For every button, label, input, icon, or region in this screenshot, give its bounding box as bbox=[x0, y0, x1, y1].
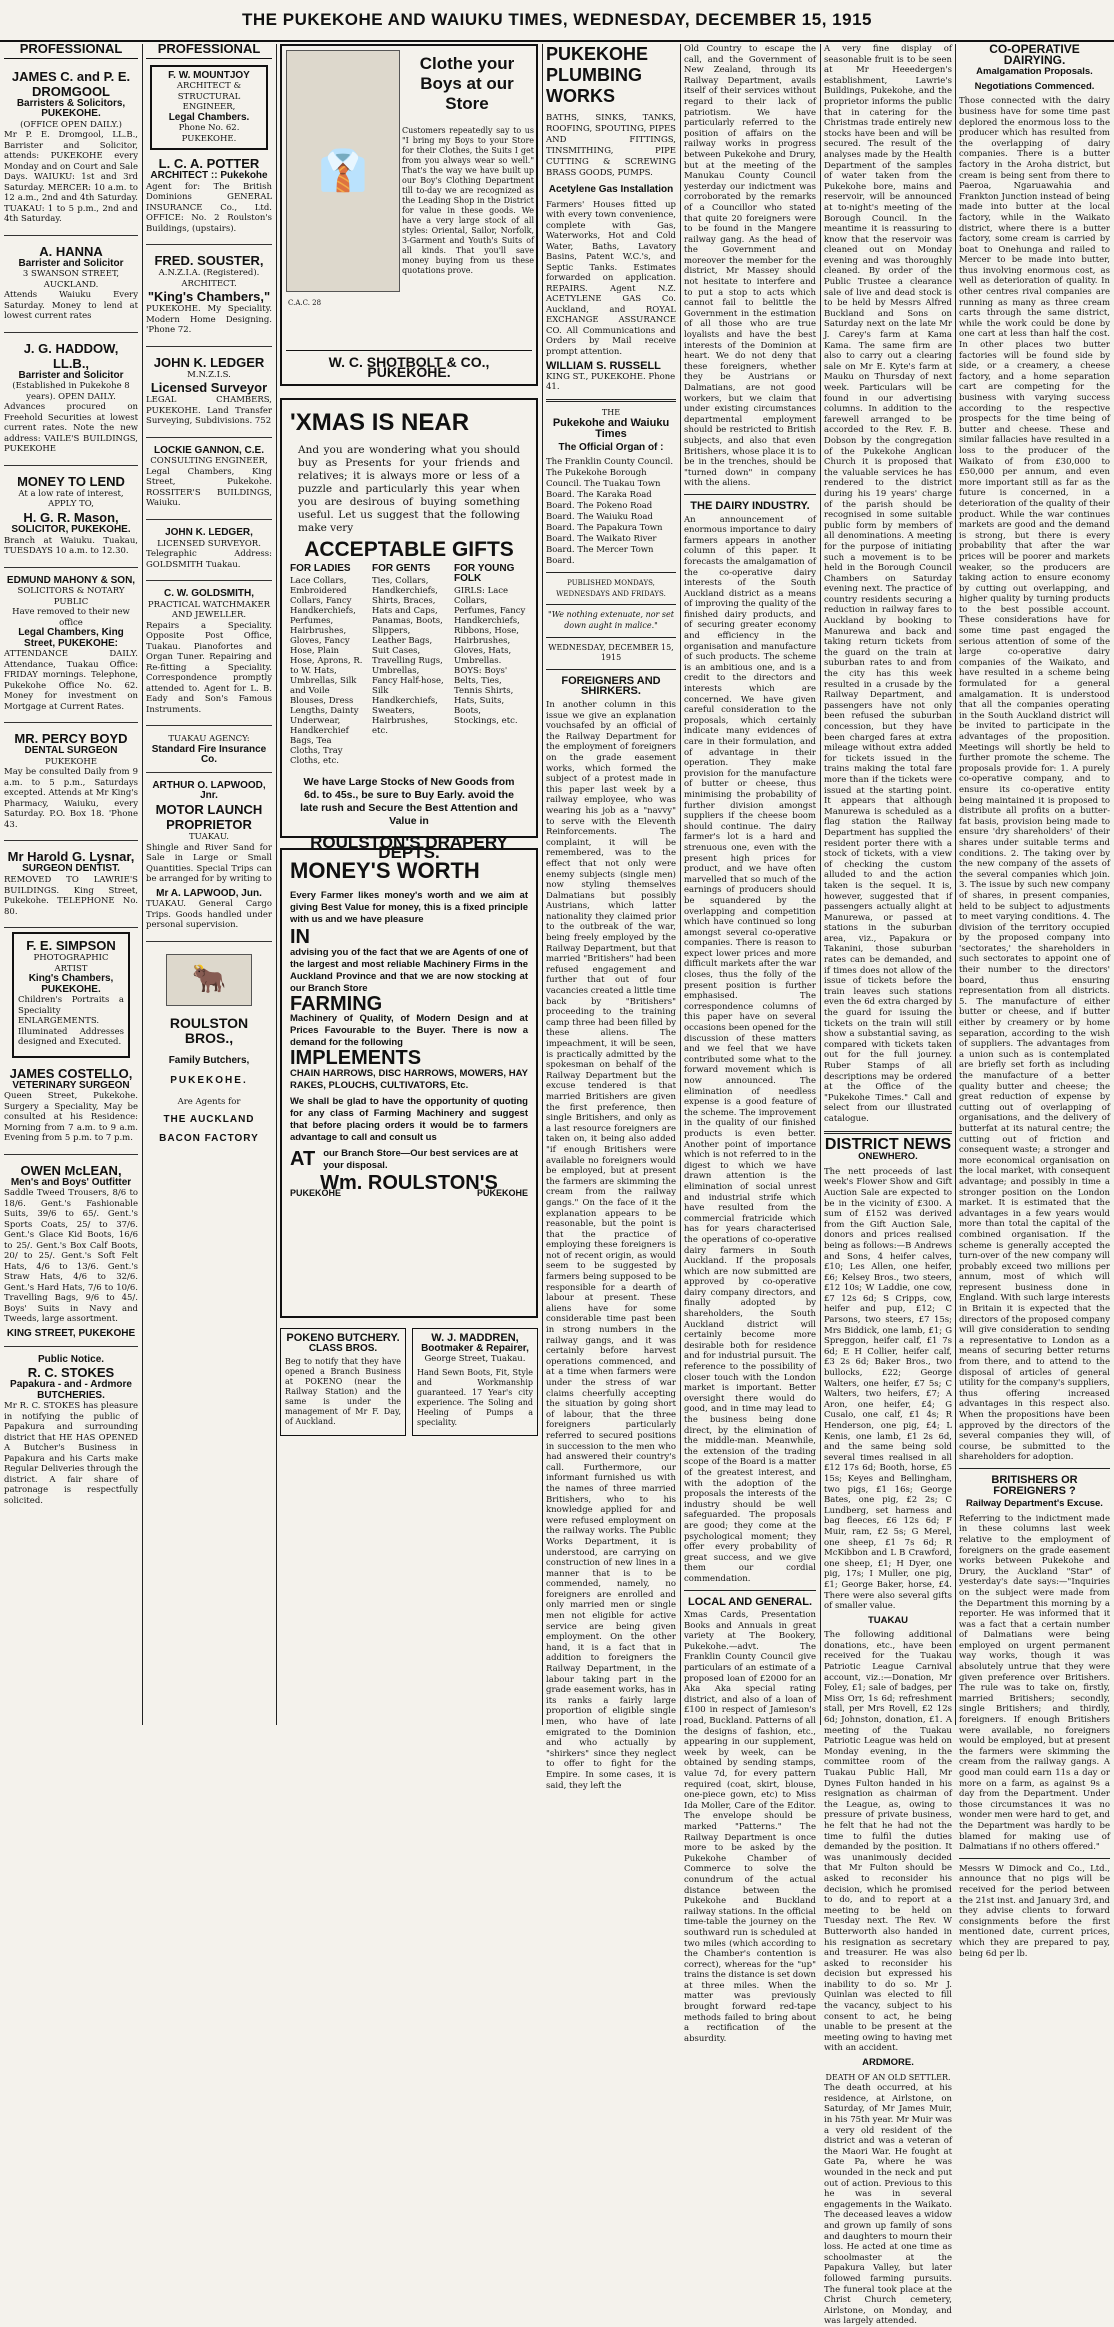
ad-body: Branch at Waiuku. Tuakau, TUESDAYS 10 a.m. to 12.30. bbox=[4, 535, 138, 557]
ad-footer: TUAKAU. General Cargo Trips. Goods handled under personal supervision. bbox=[146, 899, 272, 931]
column-professional-2 bbox=[146, 41, 272, 1725]
ad-sub: (OFFICE OPEN DAILY.) bbox=[20, 119, 122, 130]
ad-word-at: AT bbox=[290, 1148, 316, 1171]
ad-name: OWEN McLEAN, bbox=[20, 1162, 122, 1178]
column-rule bbox=[955, 44, 956, 1725]
ad-footer-left: PUKEKOHE bbox=[290, 1188, 342, 1199]
ad-body: PUKEKOHE. My Speciality. Modern Home Designing. 'Phone 72. bbox=[146, 304, 272, 336]
article-body: Xmas Cards, Presentation Books and Annuals in great variety at The Bookery, Pukekohe.—advt. The Franklin County Council give particulars of an estimate of a proposed loan of £2000 for an Aka Aka special rating district, and also of a loan of £100 in respect of Jamieson's road, Buckland. Patterns of all the designs of fashion, etc., appearing in our supplement, week by week, can be obtained by sending stamps, value 7d, for every pattern required (coat, skirt, blouse, one-piece gown, etc) to Miss Ida Moller, Care of the Editor. The envelope should be marked "Patterns." The Railway Department is once more to be asked by the Pukekohe Chamber of Commerce to solve the conundrum of the actual distance between the Pukekohe and Buckland railway stations. In the official time-table the journey on the southward run is scheduled at two miles (which according to the Chamber's contention is correct), whereas for the "up" trains the distance is set down at three miles. When the matter was previously brought forward red-tape methods failed to bring about a rectification of the absurdity. bbox=[684, 1610, 816, 2044]
ad-name: Mr Harold G. Lysnar, bbox=[7, 849, 135, 865]
ad-word-implements: IMPLEMENTS bbox=[290, 1047, 422, 1070]
ad-name: R. C. STOKES bbox=[27, 1365, 115, 1381]
ad-place: PUKEKOHE bbox=[45, 756, 97, 767]
ad-body: Advances procured on Freehold Securities at lowest current rates. Note the new address: VAILE'S BUILDINGS, PUKEKOHE bbox=[4, 402, 138, 455]
organ-published: PUBLISHED MONDAYS, WEDNESDAYS AND FRIDAYS. bbox=[556, 579, 666, 598]
ad-chambers: Legal Chambers, King Street, PUKEKOHE: bbox=[18, 627, 124, 649]
ad-body: ATTENDANCE DAILY. Attendance, Tuakau Office: FRIDAY mornings. Telephone, Pukekohe Office No. 62. Money for investment on Mortgage at Current Rates. bbox=[4, 649, 138, 712]
ad-title: PRACTICAL WATCHMAKER AND JEWELLER. bbox=[147, 599, 271, 621]
ad-sub: (Established in Pukekohe 8 years). OPEN DAILY. bbox=[12, 381, 130, 402]
ad-goldsmith bbox=[146, 585, 272, 726]
ad-title: SOLICITOR, PUKEKOHE. bbox=[11, 523, 131, 535]
ad-footer: KING STREET, PUKEKOHE bbox=[6, 1327, 136, 1339]
ad-pokeno bbox=[280, 1328, 406, 1436]
ad-footer-right: PUKEKOHE bbox=[476, 1188, 528, 1199]
ad-headline: 'XMAS IS NEAR bbox=[290, 409, 470, 436]
ad-title: ARCHITECT :: Pukekohe bbox=[150, 170, 268, 182]
article-body: Those connected with the dairy business have for some time past deplored the enormous loss to the producer which has resulted from the overlapping of dairy companies. There is a butter factory in the Aroha district, but cream is being sent from there to Paeroa, Ngaruawahia and Frankton Junction instead of being made into butter at the local factory, while in the Waikato district, where there is a butter factory, some cream is carried by boat to Onehunga and railed to Mercer to be made into butter, thus involving enormous cost, as well as deterioration of quality. In other centres rival companies are running as many as three cream carts through the same district, while the work could be done by one cart at less than half the cost. In other places two butter factories will be found side by side, or a creamery, a cheese factory, and a home separation cart are competing for the business with varying success according to the respective prospects for the time being of butter and cheese. These and similar fallacies have resulted in a loss to the producer of the Waikato of from £30,000 to £50,000 per annum, and even more important still as far as the future is concerned, in a deterioration of the quality of their product. While the war continues markets are good and the demand is strong, but there is every probability that after the war prices will be poorer and markets weaker, so the producers are taking action to ensure economy by cutting out overlapping, and higher quality by turning products to the best possible account. These considerations have for some time past engaged the serious attention of some of the large co-operative dairy companies of the Waikato, and have resulted in a scheme being formulated for a general amalgamation. It is understood that all the companies operating in the South Auckland district will be invited to participate in the advantages of the proposition. Meetings will shortly be held to further promote the scheme. The proposals provide for: 1. A purely co-operative company, and to ensure its co-operative entity being maintained it is proposed to distribute all profits on a butter-fat basis, provision being made to ensure 'dry shareholders' of their shares under suitable terms and conditions. 2. The taking over by the new company of the assets of the several companies which join. 3. The issue by such new company of shares, in present companies, held to be subject to adjustments to meet varying conditions. 4. The division of the territory occupied by the proposed company into 'sectorates,' the shareholders in such sectorates to appoint one of their number to the directors' board, thus ensuring representation from all districts. 5. The manufacture of either butter or cheese, and if butter either by creamery or by home separation, according to the wish of suppliers. The advantages from a union such as is contemplated are briefly set forth as including the manufacture of a better quality butter and cheese; the great reduction of expense by cutting out of overlapping of organisations, and the delivery of butterfat at its natural centre; the cutting out of friction and consequent waste; a stronger and more economical organisation on the local market, with consequent advantage; and possibly in time a stronger position on the London market. It is estimated that the advantages in a few years would more than total the capital of the combined organisation. If the scheme is generally accepted the turn-over of the new company will probably exceed two millions per annum, most of which will represent business done in England. With such large interests in Britain it is expected that the directors of the proposed company will give consideration to sending a representative to London as a means of securing better returns from there, and to attend to the disposal of articles of general utility for the company's suppliers, thus offering increased advantages in this respect also. When the propositions have been approved by the directors of the several companies they will, of course, be submitted to the shareholders for adoption. bbox=[959, 96, 1110, 1463]
ad-body: LEGAL CHAMBERS, PUKEKOHE. Land Transfer Surveying, Subdivisions. 752 bbox=[146, 395, 272, 427]
article-subtitle: Negotiations Commenced. bbox=[974, 80, 1095, 92]
ad-name: EDMUND MAHONY & SON, bbox=[6, 574, 136, 586]
bull-illustration-icon: 🐂 bbox=[166, 954, 252, 1006]
article-body: The death occurred, at his residence, at Airlstone, on Saturday, of Mr James Muir, in his 75th year. Mr Muir was a very old resident of the district and was a veteran of the Maori War. He fought at Gate Pa, where he was wounded in the neck and put out of action. Previous to this he was in several engagements in the Waikato. The deceased leaves a widow and grown up family of sons and daughters to mourn their loss. He acted at one time as schoolmaster at the Papakura Valley, but later followed farming pursuits. The funeral took place at the Christ Church cemetery, Airlstone, on Monday, and was largely attended. bbox=[824, 2083, 952, 2327]
ad-name: JAMES C. and P. E. DROMGOOL bbox=[11, 68, 131, 99]
ad-footer: W. C. SHOTBOLT & CO., PUKEKOHE. bbox=[286, 350, 532, 378]
ad-gannon bbox=[146, 442, 272, 520]
ad-p3: Machinery of Quality, of Modern Design and at Prices Favourable to the Buyer. There is now a demand for the following bbox=[290, 1013, 528, 1049]
ad-headline: MONEY'S WORTH bbox=[290, 858, 480, 883]
article-body: Messrs W Dimock and Co., Ltd., announce that no pigs will be received for the period between the 21st inst. and January 3rd, and they advise clients to forward consignments before the first mentioned date, current prices, which they are prepared to pay, being 6d per lb. bbox=[959, 1863, 1110, 1959]
ad-place: George Street, Tuakau. bbox=[424, 1354, 526, 1365]
gift-col-title: FOR GENTS bbox=[372, 562, 431, 574]
ad-title: VETERINARY SURGEON bbox=[12, 1079, 130, 1091]
ad-souster bbox=[146, 249, 272, 347]
article-subtitle: ARDMORE. bbox=[862, 2057, 914, 2069]
ad-body: REMOVED TO LAWRIE'S BUILDINGS. King Street, Pukekohe. TELEPHONE No. 80. bbox=[4, 875, 138, 917]
ad-word-farming: FARMING bbox=[290, 992, 383, 1015]
ad-stokes bbox=[4, 1351, 138, 1517]
ad-simpson bbox=[12, 932, 130, 1058]
gift-col-ladies bbox=[290, 564, 364, 766]
ad-name: JOHN K. LEDGER, bbox=[165, 526, 253, 538]
ad-title: CONSULTING ENGINEER, bbox=[150, 456, 268, 467]
column-rule bbox=[680, 44, 681, 1725]
ad-lysnar bbox=[4, 845, 138, 928]
ad-title: SOLICITORS & NOTARY PUBLIC bbox=[17, 586, 125, 607]
ad-potter bbox=[146, 152, 272, 245]
ad-notice-title: Public Notice. bbox=[37, 1353, 105, 1365]
tailor-illustration-icon: 👔 bbox=[286, 50, 400, 292]
ad-body: Customers repeatedly say to us "I bring my Boys to your Store for their Clothes, the Suits I get from you always wear so well." That's the way we have built up our Boy's Clothing Department till to-day we are recognized as the Leading Shop in the District for value in these goods. We have a very large stock of all styles: Oriental, Sailor, Norfolk, 3-Garment and Youth's Suits of all kinds. That you'll save money buying from us these quotations prove. bbox=[402, 126, 534, 275]
ad-body: Legal Chambers, King Street, Pukekohe. ROSSITER'S BUILDINGS, Waiuku. bbox=[146, 466, 272, 509]
article-body: In another column in this issue we give an explanation vouchsafed by an official of the Railway Department for the employment of foreigners on the grade easement works, which formed the subject of a protest made in this paper last week by a railway employee, who was wearing his job as a "navvy" to serve with the Eleventh Reinforcements. The complaint, it will be remembered, was to the effect that not only were enemy subjects (single men) now styling themselves Dalmatians but possibly Austrians, which latter nationality they claimed prior to the outbreak of the war, being freely employed by the Railway Department, but that married "Britishers" had been refused engagement and further that out of four vacancies created a little time back by "Britishers" proceeding to the training camp three had been filled by these aliens. The impeachment, it will be seen, is practically admitted by the spokesman on behalf of the Railway Department but the excuse tendered is that married Britishers are given the first preference, then single Britishers, and only as a last resource foreigners are taken on, it being also added "if enough Britishers were available no foreigners would be employed, but at present the farmers are skimming the cream from the railway gangs." On the face of it the explanation appears to be reasonable, but the point is that the practice of employing these foreigners is not of recent origin, as would seem to be suggested by farmers being supposed to be responsible for a dearth of labour at present. These aliens have for some considerable time past been in strong numbers in the railway gangs, and it was certainly before harvest operations commenced, and at a time when farmers were under the stress of war claims cheerfully accepting the situation by going short of labour, that the three foreigners particularly referred to secured positions in succession to the men who had answered their country's call. Furthermore, our informant furnished us with the names of three married Britishers, who to his knowledge applied for and were refused employment on the railway works. The Public Works Department, it is understood, are carrying on construction of new lines in a manner that is to be commended, namely, no foreigners are enrolled and only married men or single men not eligible for active service are being given employment. On the other hand, it is a fact that in addition to foreigners the Railway Department, in the labour taking part in the grade easement works, has in its ranks a fairly large proportion of eligible single men, who have of late emigrated to the Dominion and who actually by "shirkers" since they neglect to offer to fight for the Empire. In some cases, it is said, they left the bbox=[546, 700, 676, 1791]
ad-contact: Mr A. LAPWOOD, Jun. bbox=[156, 887, 262, 899]
organ-title: The Official Organ of : bbox=[558, 441, 664, 453]
ad-intro: And you are wondering what you should buy as Presents for your friends and relatives; it is always more or less of a puzzle and particularly this year when you are desirous of buying something useful. Let us suggest that the following make very bbox=[298, 444, 520, 534]
ad-headline: Clothe your Boys at our Store bbox=[419, 54, 515, 113]
gift-items: Lace Collars, Embroidered Collars, Fancy Handkerchiefs, Perfumes, Hairbrushes, Gloves, Fancy Hose, Plain Hose, Aprons, R. to W. Hats, Umbrellas, Silk and Voile Blouses, Dress Lengths, Dainty Underwear, Handkerchief Bags, Tea Cloths, Tray Cloths, etc. bbox=[290, 575, 363, 766]
ad-place: PUKEKOHE. bbox=[170, 1075, 248, 1087]
ad-name: TUAKAU AGENCY: bbox=[168, 734, 250, 745]
ad-closing: We have Large Stocks of New Goods from 6d. to 45s., be sure to Buy Early. avoid the late rush and Secure the Best Attention and Value in bbox=[300, 775, 518, 827]
ad-name: FRED. SOUSTER, bbox=[154, 253, 264, 269]
ad-name: JOHN K. LEDGER bbox=[153, 354, 265, 370]
ad-body: Phone No. 62. PUKEKOHE. bbox=[178, 123, 240, 144]
ad-ledger-surveyor bbox=[146, 351, 272, 438]
ad-body: May be consulted Daily from 9 a.m. to 5 p.m., Saturdays excepted. Attends at Mr King's Pharmacy, Waiuku, every Saturday. P.O. Box 18. 'Phone 43. bbox=[4, 767, 138, 830]
ad-xmas bbox=[280, 398, 538, 863]
article-title: THE DAIRY INDUSTRY. bbox=[690, 499, 810, 512]
article-title: CO-OPERATIVE DAIRYING. bbox=[989, 42, 1080, 67]
article-body: The nett proceeds of last week's Flower Show and Gift Auction Sale are expected to be in the vicinity of £300. A sum of £152 was derived from the Gift Auction Sale, donors and prices realised being as follows:—B Andrews and Sons, 4 heifer calves, £10; Les Allen, one heifer, £6; Kelsey Bros., two steers, £12 10s; W Laddie, one cow, £7 12s 6d; S Cripps, cow, heifer and pup, £12; C Parsons, two steers, £7 15s; Mrs Biddick, one lamb, £1; G Spreggon, heifer calf, £1 7s 6d; E H Collier, heifer calf, £3 2s 6d; Baker Bros., two bullocks, £22; George Walters, one heifer, £7 5s; C Walters, two heifers, £7; A Aron, one heifer, £4; G Cusalo, one calf, £1 4s; R Henderson, one pig, £4; L Kenis, one lamb, £1 2s 6d, and the same being sold several times realised in all £12 17s 6d; Booth, horse, £5 15s; Keyes and Bellingham, two pigs, £1 16s; George Bates, one pig, £2 2s; C Lundberg, set harness and bag fleeces, £6 12s 6d; F Muir, ram, £2 5s; G Merel, one sheep, £1 7s 6d; R McKibbon and L B Crawford, one sheep, £1; H Dyer, one pig, 17s; I Muller, one pig, £1; George Baker, horse, £4. There were also several gifts of smaller value. bbox=[824, 1166, 952, 1612]
column-professional-1 bbox=[4, 41, 138, 1725]
ad-mountjoy bbox=[150, 65, 268, 151]
article-body: The following additional donations, etc., have been received for the Tuakau Patriotic League Carnival account, viz.:—Donation, Mr Foley, £1; sale of badges, per Miss Orr, 1s 6d; refreshment stall, per Mrs Rovell, £2 12s 6d; Johnston, donation, £1. A meeting of the Tuakau Patriotic League was held on Monday evening, in the committee room of the Tuakau Public Hall, Mr Dynes Fulton handed in his resignation as chairman of the League, as, owing to pressure of private business, he felt that he had not the time to fulfil the duties demanded by the position. It was unanimously decided that Mr Fulton should be asked to reconsider his decision, which he promised to do, and to report at a meeting to be held on Tuesday next. The Rev. W Butterworth also handed in his resignation as secretary and treasurer. He was also asked to reconsider his decision but expressed his inability to do so. Mr J. Quinlan was elected to fill the vacancy, subject to his consent to act, he being unable to be present at the meeting owing to having met with an accident. bbox=[824, 1630, 952, 2054]
ad-sub: At a low rate of interest, bbox=[18, 488, 124, 499]
ad-name: ROULSTON BROS., bbox=[169, 1014, 249, 1046]
ad-agency bbox=[146, 730, 272, 773]
column-news-1 bbox=[684, 44, 816, 2044]
ad-gifts-title: ACCEPTABLE GIFTS bbox=[304, 538, 514, 561]
ad-title: Barristers & Solicitors, PUKEKOHE. bbox=[16, 97, 126, 120]
gift-list bbox=[290, 564, 528, 766]
gift-items: Ties, Collars, Handkerchiefs, Shirts, Braces, Hats and Caps, Panamas, Boots, Slippers, Leather Bags, Suit Cases, Travelling Rugs, Umbrellas, Fancy Half-hose, Silk Handkerchiefs, Sweaters, Hairbrushes, etc. bbox=[372, 575, 444, 736]
article-subtitle: TUAKAU bbox=[867, 1614, 909, 1626]
ad-body: Mr P. E. Dromgool, LL.B., Barrister and Solicitor, attends: PUKEKOHE every Monday and on Court and Sale Days. WAIUKU: 1st and 3rd Saturday. MERCER: 10 a.m. to 12 a.m., 2nd and 4th Saturday. TUAKAU: 1 to 5 p.m., 2nd and 4th Saturday. bbox=[4, 130, 138, 225]
ad-title: ARCHITECT & STRUCTURAL ENGINEER, bbox=[176, 81, 242, 113]
ad-title: Barrister and Solicitor bbox=[18, 369, 124, 381]
ad-title: SURGEON DENTIST. bbox=[22, 863, 120, 875]
bottom-ads-row bbox=[280, 1328, 538, 1436]
article-body: Old Country to escape the call, and the Government of New Zealand, through its Railway Department, avails itself of their services without regard to their lack of patriotism. We have particularly referred to the position of affairs on the railway works in progress between Pukekohe and Drury, but at the meeting of the Manukau County Council yesterday our indictment was corroborated by the remarks of a Councillor who stated that quite 20 foreigners were to be found in the Mangere railway gang. As the head of the Government and moreover the member for the district, Mr Massey should not hesitate to interfere and to put a stop to acts which cannot fail to belittle the Government in the estimation of all those who are true loyalists and have the best interests of the Dominion at heart. We do not deny that these foreigners, whether they be Austrians or Dalmatians, are not good workers, but we claim that under existing circumstances departmental employment should be restricted to British subjects, and also that even Britishers, whose place it is to be in the trenches, should be "turned down" in company with the aliens. bbox=[684, 44, 816, 489]
ad-body: Queen Street, Pukekohe. Surgery a Speciality, May be consulted at his Residence: Morning from 7 a.m. to 9 a.m. Evening from 5 p.m. to 7 p.m. bbox=[4, 1091, 138, 1144]
ad-name: C. W. GOLDSMITH, bbox=[164, 588, 254, 600]
article-subtitle: DEATH OF AN OLD SETTLER. bbox=[825, 2072, 951, 2082]
ad-name: W. J. MADDREN, bbox=[431, 1332, 519, 1344]
ad-factory-line2: BACON FACTORY bbox=[159, 1132, 259, 1144]
ad-moneys-worth bbox=[280, 848, 538, 1318]
gift-col-young bbox=[454, 564, 528, 766]
ad-ledger-licensed bbox=[146, 524, 272, 581]
article-subtitle: Railway Department's Excuse. bbox=[966, 1498, 1103, 1510]
ad-address: 3 SWANSON STREET, AUCKLAND. bbox=[22, 269, 120, 290]
ad-footer: Wm. ROULSTON'S bbox=[320, 1171, 498, 1194]
organ-the: THE bbox=[601, 407, 621, 417]
ad-name: MR. PERCY BOYD bbox=[14, 731, 128, 747]
ad-p5: our Branch Store—Our best services are at your disposal. bbox=[323, 1147, 519, 1171]
column-display-ads bbox=[280, 44, 538, 1725]
ad-factory-line1: THE AUCKLAND bbox=[163, 1114, 255, 1126]
ad-title: MOTOR LAUNCH PROPRIETOR bbox=[155, 802, 263, 833]
ad-title: CLASS BROS. bbox=[308, 1342, 378, 1354]
section-title: DISTRICT NEWS bbox=[824, 1135, 952, 1153]
masthead: THE PUKEKOHE AND WAIUKU TIMES, WEDNESDAY, DECEMBER 15, 1915 bbox=[0, 0, 1114, 42]
ad-lapwood bbox=[146, 777, 272, 942]
ad-agents: Are Agents for bbox=[177, 1096, 241, 1107]
ad-haddow bbox=[4, 337, 138, 466]
ad-sub: "King's Chambers," bbox=[147, 289, 271, 305]
ad-name: LOCKIE GANNON, C.E. bbox=[153, 444, 264, 456]
ad-body: Farmers' Houses fitted up with every town convenience, complete with Gas, Waterworks, Hot and Cold Water, Baths, Lavatory Basins, Patent W.C.'s, and Septic Tanks. Estimates forwarded on application. REPAIRS. Agent N.Z. ACETYLENE GAS Co. Auckland, and ROYAL EXCHANGE ASSURANCE CO. All Communications and Orders by Mail receive prompt attention. bbox=[546, 199, 676, 357]
article-body: An announcement of enormous importance to dairy farmers appears in another column of this paper. It forecasts the amalgamation of the co-operative dairy interests of the South Auckland district as a means of improving the quality of the finished dairy products, and of securing greater economy and efficiency in the organisation and manufacture of such products. The scheme is an ambitious one, and is a credit to the directors and interests which are concerned. We have given careful consideration to the proposals, which certainly indicate many evidences of care in their formulation, and of advantage in their operation. They make provision for the manufacture of butter or cheese, thus minimising the probability of further division amongst suppliers if the cheese boom should continue. The dairy farmer's lot is a hard and strenuous one, even with the present high prices for product, and we have often marvelled that so much of the earnings of producers should be squandered by the overlapping and competition which have continued so long amongst several co-operative companies. There is reason to expect lower prices and more difficult markets after the war closes, thus the folly of the present position is further emphasised. The correspondence columns of this paper have on several occasions been opened for the discussion of these matters and we feel that we have contributed some what to the forward movement which is now announced. The elimination of needless expense is a good feature of the scheme. The improvement in the quality of our finished products is even better. Another point of importance which is not referred to in the digest to which we have drawn attention is the elimination of social unrest and industrial strife which have resulted from the commercial fratricide which has for years characterised the operations of co-operative dairy farmers in South Auckland. If the proposals which are now submitted are approved by co-operative dairy company directors, and finally adopted by shareholders, the South Auckland district will certainly become more desirable both for residence and for industrial pursuit. The reference to the possibility of closer touch with the London market is important. Better oversight there would do good, and in time may lead to the business being done direct, by the elimination of the middle-man. Meanwhile, the extension of the trading scope of the Board is a matter of the greatest interest, and with the adoption of the proposals the interests of the industry should be well safeguarded. The proposals are good; they come at the psychological moment; they offer every probability of great success, and we give them our cordial commendation. bbox=[684, 514, 816, 1584]
ad-mclean bbox=[4, 1159, 138, 1347]
ad-code: C.A.C. 28 bbox=[288, 299, 322, 307]
ad-body: Beg to notify that they have opened a Branch Business at POKENO (near the Railway Station) and the same is under the management of Mr F. Day, of Auckland. bbox=[285, 1357, 401, 1427]
ad-contact: WILLIAM S. RUSSELL bbox=[546, 360, 661, 373]
ad-body: Children's Portraits a Speciality ENLARGEMENTS. Illuminated Addresses designed and Executed. bbox=[18, 995, 124, 1048]
ad-at-row bbox=[290, 1148, 528, 1172]
ad-list: CHAIN HARROWS, DISC HARROWS, MOWERS, HAY RAKES, PLOUCHS, CULTIVATORS, Etc. bbox=[290, 1067, 528, 1091]
ad-maddren bbox=[412, 1328, 538, 1436]
ad-title: A.N.Z.I.A. (Registered). ARCHITECT. bbox=[158, 268, 260, 289]
ad-name: PUKEKOHE PLUMBING WORKS bbox=[546, 44, 649, 106]
column-editorial bbox=[546, 44, 676, 1791]
article-title: FOREIGNERS AND SHIRKERS. bbox=[561, 674, 661, 698]
section-header: PROFESSIONAL bbox=[4, 44, 138, 59]
ad-name: J. G. HADDOW, LL.B., bbox=[23, 340, 119, 371]
ad-money-to-lend bbox=[4, 470, 138, 568]
ad-name: ARTHUR O. LAPWOOD, Jnr. bbox=[152, 779, 266, 802]
column-rule bbox=[276, 44, 277, 1725]
ad-sub: Legal Chambers. bbox=[168, 111, 250, 123]
ad-p4: We shall be glad to have the opportunity of quoting for any class of Farming Machinery and suggest that before placing orders it would be to farmers advantage to call and consult us bbox=[290, 1095, 528, 1143]
ad-sub: King's Chambers, PUKEKOHE. bbox=[28, 973, 114, 995]
column-news-3 bbox=[959, 42, 1110, 1959]
ad-hanna bbox=[4, 240, 138, 333]
ad-title: Bootmaker & Repairer, bbox=[421, 1342, 529, 1354]
ad-boyd bbox=[4, 727, 138, 841]
ad-body: Agent for: The British Dominions GENERAL INSURANCE Co., Ltd. OFFICE: No. 2 Roulston's Buildings, (upstairs). bbox=[146, 181, 272, 234]
ad-p2: advising you of the fact that we are Agents of one of the largest and most reliable Machinery Firms in the Auckland Province and that we are now stocking at our Branch Store bbox=[290, 946, 528, 994]
column-news-2 bbox=[824, 44, 952, 2327]
ad-list: BATHS, SINKS, TANKS, ROOFING, SPOUTING, PIPES AND FITTINGS, TINSMITHING, PIPE CUTTING & SCREWING BRASS GOODS, PUMPS. bbox=[546, 113, 676, 178]
ad-contact: H. G. R. Mason, bbox=[23, 509, 119, 525]
organ-list: The Franklin County Council. The Pukekohe Borough Council. The Tuakau Town Board. The Karaka Road Board. The Pokeno Road Board. The Waiuku Road Board. The Papakura Town Board. The Waikato River Board. The Mercer Town Board. bbox=[546, 457, 674, 567]
ad-roulston-butchers bbox=[146, 946, 272, 1151]
ad-dromgool bbox=[4, 65, 138, 236]
official-organ bbox=[546, 408, 676, 670]
ad-name: JAMES COSTELLO, bbox=[9, 1065, 133, 1081]
ad-costello bbox=[4, 1062, 138, 1155]
ad-body: Telegraphic Address: GOLDSMITH Tuakau. bbox=[146, 549, 272, 570]
ad-sub: Licensed Surveyor bbox=[150, 380, 268, 396]
ad-place: TUAKAU. bbox=[189, 832, 229, 843]
ad-body: Shingle and River Sand for Sale in Large or Small Quantities. Special Trips can be arranged for by writing to bbox=[146, 842, 272, 885]
issue-date: WEDNESDAY, DECEMBER 15, 1915 bbox=[548, 642, 674, 663]
ad-sub: APPLY TO, bbox=[48, 499, 94, 510]
article-subtitle: ONEWHERO. bbox=[858, 1151, 918, 1163]
article-title: LOCAL AND GENERAL. bbox=[687, 1595, 813, 1608]
ad-word-in: IN bbox=[290, 926, 310, 948]
ad-body: Hand Sewn Boots, Fit, Style and Workmanship guaranteed. 17 Year's city experience. The Soling and Heeling of Pumps a speciality. bbox=[417, 1367, 533, 1427]
ad-body: Saddle Tweed Trousers, 8/6 to 18/6. Gent.'s Fashionable Suits, 39/6 to 65/. Gent.'s Sports Coats, 25/ to 37/6. Gent.'s Glace Kid Boots, 16/6 to 25/. Gent.'s Box Calf Boots, 20/ to 25/. Gent.'s Soft Felt Hats, 4/6 to 13/6. Gent.'s Straw Hats, 4/6 to 32/6. Gent.'s Hard Hats, 7/6 to 10/6. Travelling Bags, 9/6 to 45/. Boys' Suits in Navy and Tweeds, large assortment. bbox=[4, 1188, 138, 1325]
ad-body: Attends Waiuku Every Saturday. Money to lend at lowest current rates bbox=[4, 290, 138, 322]
section-header: PROFESSIONAL bbox=[146, 44, 272, 59]
ad-name: A. HANNA bbox=[39, 243, 103, 259]
organ-motto: "We nothing extenuate, nor set down aught in malice." bbox=[548, 610, 674, 631]
ad-plumbing bbox=[546, 44, 676, 393]
gift-items: GIRLS: Lace Collars, Perfumes, Fancy Handkerchiefs, Ribbons, Hose, Hairbrushes, Gloves, Hats, Umbrellas. BOYS: Boys' Belts, Ties, Tennis Shirts, Hats, Suits, Boots, Stockings, etc. bbox=[454, 585, 526, 726]
ad-title: Barrister and Solicitor bbox=[18, 257, 124, 269]
ad-sub: Have removed to their new office bbox=[12, 607, 130, 628]
ad-title: M.N.Z.I.S. bbox=[187, 369, 231, 380]
ad-address: KING ST., PUKEKOHE. Phone 41. bbox=[546, 371, 676, 393]
gift-col-gents bbox=[372, 564, 446, 766]
ad-body: Mr R. C. STOKES has pleasure in notifying the public of Papakura and surrounding district that HE HAS OPENED A Butcher's Business in Papakura and his Carts make Regular Deliveries through the district. A fair share of patronage is respectfully solicited. bbox=[4, 1401, 138, 1506]
article-body: A very fine display of seasonable fruit is to be seen at Mr Heeedergen's establishment, Lawrie's Buildings, Pukekohe, and the proprietor informs the public that in catering for the Christmas trade entirely new stocks have been and will be secured. The result of the analyses made by the Health Department of the samples of water taken from the Pukekohe bore, mains and reservoir, will be announced at to-night's meeting of the Borough Council. In the meantime it is reassuring to know that the reservoir was cleaned out on Monday evening and was thoroughly cleaned. By order of the Public Trustee a clearance sale of live and dead stock is to be held by Messrs Alfred Buckland and Sons on Saturday next on the late Mr J. Carey's farm at Kama Kama. The same firm are also to carry out a clearing sale on Mr E. Kyte's farm at Mauku on Thursday of next week. Particulars will be found in our advertising columns. In addition to the farewell arranged to be accorded to the Rev. F. B. Dobson by the congregation of the Pukekohe Anglican Church it is proposed that the valuable services he has rendered to the district during his 19 years' charge of the parish should be recognised in some suitable public form by members of all denominations. A meeting for the purpose of initiating such a movement is to be held in the Borough Council Chambers on Saturday evening next. The practice of country residents securing a reduction in railway fares to Auckland by booking to Manurewa and back and taking return tickets from the guard on the train at suburban rates to and from the city has this week resulted in a crusade by the Railway Department, and passengers have not only been refused the suburban concession, but they have been charged fares at extra mileage without extra added for tickets issued in the trains making the total fare more than if the tickets were issued at the starting point. It appears that although Manurewa is scheduled as a flag station the Railway Department has supplied the resident porter there with a stock of tickets, with a view of checking the custom alluded to and the action taken is the sequel. It is, however, suggested that if passengers actually alight at Manurewa, or passed at stations in the suburban area, viz., Papakura or Takanini, those suburban rates can be demanded, and if times does not allow of the issue of tickets before the train leaves such stations even the 6d extra charged by the guard for issuing the tickets on the train will still show a substantial saving, as compared with tickets taken out for the full journey. Ruber Stamps of all descriptions may be ordered at the Office of the "Pukekohe Times." Call and select from our illustrated catalogue. bbox=[824, 44, 952, 1124]
ad-gas: Acetylene Gas Installation bbox=[548, 184, 674, 195]
ad-name: POKENO BUTCHERY. bbox=[286, 1332, 400, 1344]
ad-body: Standard Fire Insurance Co. bbox=[151, 743, 267, 766]
ad-name: F. W. MOUNTJOY bbox=[168, 69, 250, 81]
organ-name: Pukekohe and Waiuku Times bbox=[552, 417, 670, 441]
article-title: BRITISHERS OR FOREIGNERS ? bbox=[991, 1473, 1078, 1497]
ad-mahony bbox=[4, 572, 138, 724]
article-body: Referring to the indictment made in these columns last week relative to the employment of foreigners on the grade easement works between Pukekohe and Drury, the Auckland "Star" of yesterday's date says:—"Inquiries on the subject were made from the Department this morning by a reporter. He was informed that it was a fact that a certain number of Dalmatians were being employed on urgent permanent way works, though it was absolutely untrue that they were given preference over Britishers. The rule was to take on, firstly, married Britishers; secondly, single Britishers; and thirdly, foreigners. If enough Britishers were available, no foreigners would be employed, but at present the farmers were skimming the cream from the railway gangs. A good man could earn 11s a day or more on a farm, as against 9s a day from the Department. Under those circumstances it was no wonder men were hard to get, and the Department was hardly to be blamed for making use of Dalmatians if no others offered." bbox=[959, 1513, 1110, 1853]
ad-title: DENTAL SURGEON bbox=[24, 745, 118, 757]
ad-shotbolt bbox=[280, 44, 538, 386]
ad-title: LICENSED SURVEYOR. bbox=[157, 538, 261, 549]
column-rule bbox=[142, 44, 143, 1725]
column-rule bbox=[542, 44, 543, 1725]
ad-name: F. E. SIMPSON bbox=[26, 938, 116, 954]
gift-col-title: FOR LADIES bbox=[290, 562, 351, 574]
ad-footer: ROULSTON'S DRAPERY DEPTS. bbox=[310, 832, 508, 863]
article-subtitle: Amalgamation Proposals. bbox=[976, 66, 1093, 78]
gift-col-title: FOR YOUNG FOLK bbox=[454, 562, 515, 584]
column-rule bbox=[820, 44, 821, 1725]
ad-p1: Every Farmer likes money's worth and we aim at giving Best Value for money, this is a fixed principle with us and we have pleasure bbox=[290, 890, 528, 925]
ad-body: Repairs a Speciality. Opposite Post Office, Tuakau. Pianofortes and Organ Tuner. Repairing and Re-fitting a Speciality. Correspondence promptly attended to. Agent for L. B. Eady and Son's Famous Instruments. bbox=[146, 620, 272, 715]
ad-title: Men's and Boys' Outfitter bbox=[10, 1176, 132, 1188]
ad-name: MONEY TO LEND bbox=[17, 473, 125, 489]
ad-title: PHOTOGRAPHIC ARTIST bbox=[33, 953, 109, 974]
ad-name: L. C. A. POTTER bbox=[158, 156, 260, 172]
ad-title: Family Butchers, bbox=[168, 1054, 250, 1066]
ad-sub: Papakura - and - Ardmore BUTCHERIES. bbox=[10, 1379, 132, 1401]
